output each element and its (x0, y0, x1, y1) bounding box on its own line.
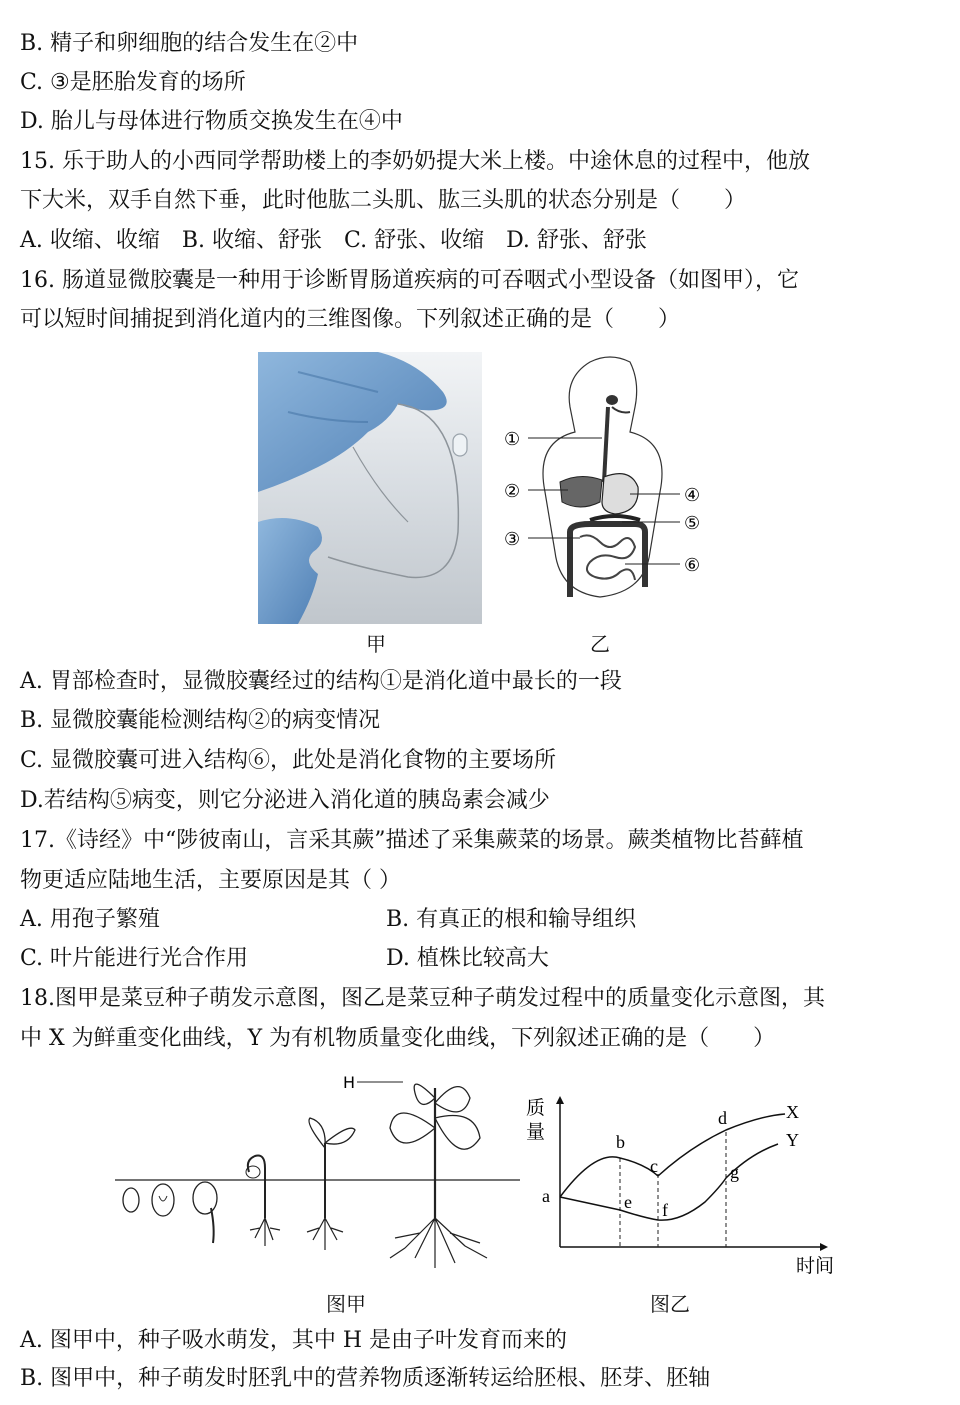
point-f: f (662, 1200, 668, 1220)
q14-option-d: D. 胎儿与母体进行物质交换发生在④中 (20, 109, 403, 134)
marker-4: ④ (684, 485, 701, 506)
marker-3: ③ (504, 529, 521, 550)
figure-jia-caption: 甲 (366, 632, 386, 656)
figure-yi-caption-q18: 图乙 (650, 1292, 690, 1316)
seed-stage-2 (152, 1184, 174, 1216)
seedling-stage-4 (248, 1156, 265, 1219)
series-x-label: X (786, 1102, 799, 1122)
q15-stem-line1: 15. 乐于助人的小西同学帮助楼上的李奶奶提大米上楼。中途休息的过程中，他放 (20, 149, 810, 174)
q16-option-a: A. 胃部检查时，显微胶囊经过的结构①是消化道中最长的一段 (20, 669, 622, 694)
large-intestine (570, 524, 645, 597)
point-d: d (718, 1108, 727, 1128)
small-intestine (580, 535, 635, 580)
q16-option-d: D.若结构⑤病变，则它分泌进入消化道的胰岛素会减少 (20, 788, 550, 813)
q18-stem-line1: 18.图甲是菜豆种子萌发示意图，图乙是菜豆种子萌发过程中的质量变化示意图，其 (20, 986, 825, 1011)
figure-jia-caption-q18: 图甲 (326, 1292, 366, 1316)
q16-option-c: C. 显微胶囊可进入结构⑥，此处是消化食物的主要场所 (20, 748, 557, 773)
point-b: b (616, 1132, 625, 1152)
q17-option-b: B. 有真正的根和输导组织 (386, 907, 637, 932)
q15-stem-line2: 下大米，双手自然下垂，此时他肱二头肌、肱三头肌的状态分别是（ ） (20, 188, 747, 213)
q17-stem-line1: 17.《诗经》中“陟彼南山，言采其蕨”描述了采集蕨菜的场景。蕨类植物比苔藓植 (20, 828, 804, 853)
series-y-label: Y (786, 1130, 799, 1150)
esophagus (604, 407, 608, 482)
q17-option-d: D. 植株比较高大 (386, 946, 549, 971)
pancreas (590, 516, 640, 520)
h-label: H (343, 1073, 356, 1092)
q16-stem-line1: 16. 肠道显微胶囊是一种用于诊断胃肠道疾病的可吞咽式小型设备（如图甲），它 (20, 268, 799, 293)
digestive-system-diagram (490, 352, 720, 624)
y-axis-label-2: 量 (526, 1121, 546, 1143)
q17-stem-line2: 物更适应陆地生活，主要原因是其（ ） (20, 868, 401, 893)
point-e: e (624, 1192, 632, 1212)
q18-option-b: B. 图甲中，种子萌发时胚乳中的营养物质逐渐转运给胚根、胚芽、胚轴 (20, 1366, 711, 1391)
q14-option-b: B. 精子和卵细胞的结合发生在②中 (20, 31, 359, 56)
capsule-device (453, 434, 467, 456)
q15-options: A. 收缩、收缩 B. 收缩、舒张 C. 舒张、收缩 D. 舒张、舒张 (20, 228, 647, 253)
marker-1: ① (504, 429, 521, 450)
q18-option-a: A. 图甲中，种子吸水萌发，其中 H 是由子叶发育而来的 (20, 1328, 568, 1353)
liver (560, 476, 602, 507)
marker-6: ⑥ (684, 555, 701, 576)
point-g: g (730, 1162, 739, 1182)
q18-stem-line2: 中 X 为鲜重变化曲线，Y 为有机物质量变化曲线，下列叙述正确的是（ ） (20, 1026, 776, 1051)
capsule-photo (258, 352, 482, 624)
point-c: c (650, 1156, 658, 1176)
seed-stage-3 (193, 1182, 217, 1214)
point-a: a (542, 1186, 550, 1206)
marker-2: ② (504, 481, 521, 502)
q16-stem-line2: 可以短时间捕捉到消化道内的三维图像。下列叙述正确的是（ ） (20, 307, 681, 332)
seed-stage-1 (123, 1188, 139, 1212)
x-axis-label: 时间 (796, 1255, 835, 1277)
q17-option-a: A. 用孢子繁殖 (20, 907, 160, 932)
q17-option-c: C. 叶片能进行光合作用 (20, 946, 249, 971)
q16-option-b: B. 显微胶囊能检测结构②的病变情况 (20, 708, 381, 733)
mass-curve-chart (520, 1092, 850, 1277)
y-axis-label-1: 质 (526, 1097, 546, 1119)
germination-diagram (115, 1068, 520, 1288)
figure-yi-caption: 乙 (590, 632, 610, 656)
q14-option-c: C. ③是胚胎发育的场所 (20, 70, 246, 95)
marker-5: ⑤ (684, 513, 701, 534)
curve-x (560, 1114, 785, 1197)
curve-y (560, 1144, 778, 1220)
